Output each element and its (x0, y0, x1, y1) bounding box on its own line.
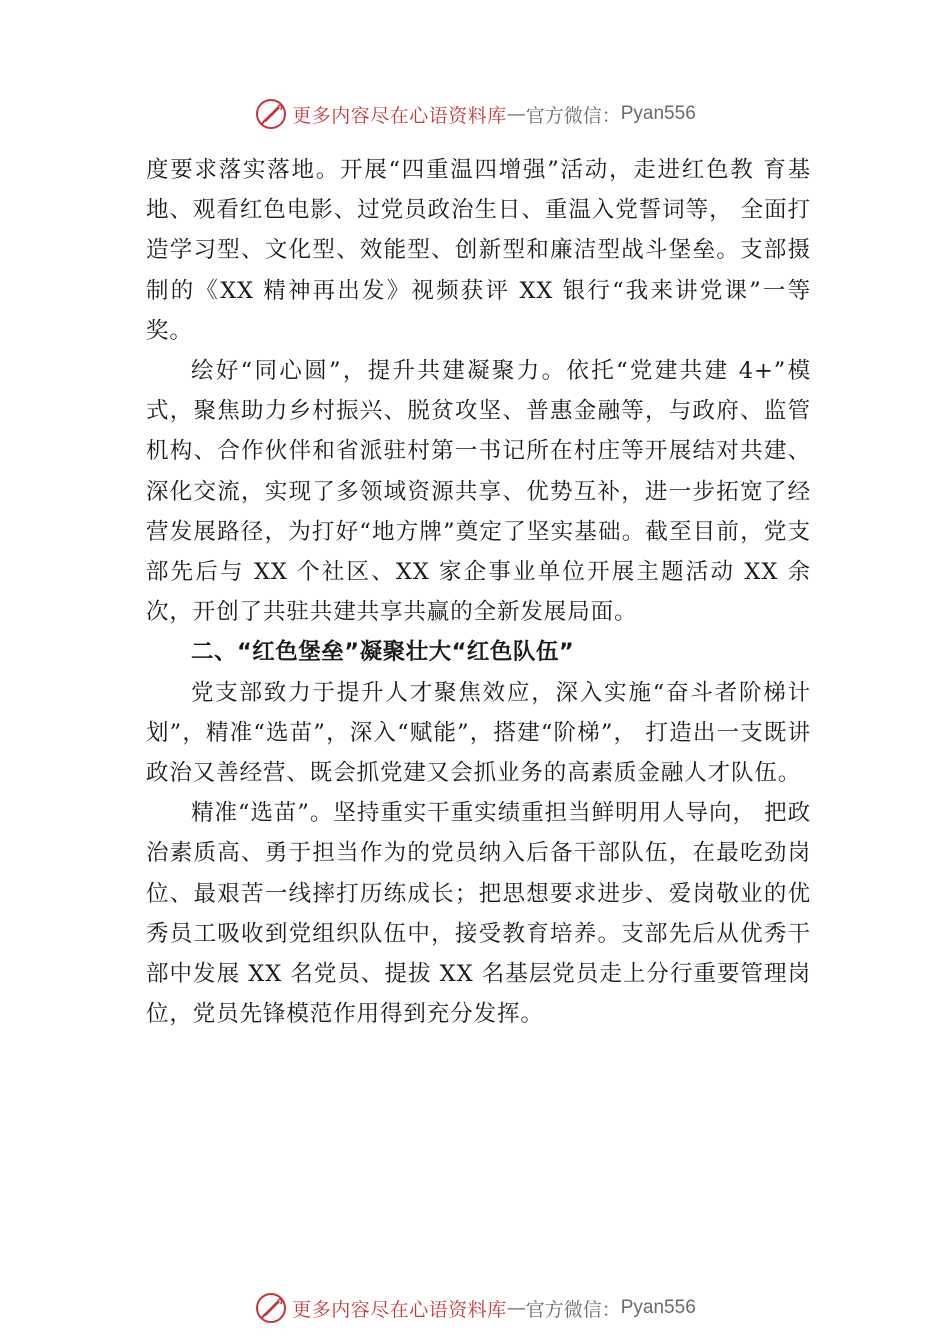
banner-site-name: 更多内容尽在心语资料库 (292, 104, 507, 127)
header-banner (0, 94, 950, 134)
banner-wechat-label: 官方微信： (525, 1298, 621, 1321)
footer-banner (0, 1288, 950, 1328)
quill-logo-icon (254, 97, 288, 131)
quill-logo-icon (254, 1291, 288, 1325)
banner-wechat-id: Pyan556 (620, 103, 696, 124)
paragraph-continuation: 度要求落实落地。开展“四重温四增强”活动，走进红色教 育基地、观看红色电影、过党员政治生日、重温入党誓词等， 全面打造学习型、文化型、效能型、创新型和廉洁型战斗堡垒。支部摄制的《XX 精神再出发》视频获评 XX 银行“我来讲党课”一等奖。 (146, 157, 811, 344)
banner-dash: — (506, 103, 526, 125)
paragraph-xuanmiao: 精准“选苗”。坚持重实干重实绩重担当鲜明用人导向， 把政治素质高、勇于担当作为的党员纳入后备干部队伍，在最吃劲岗位、最艰苦一线摔打历练成长；把思想要求进步、爱岗敬业的优秀员工吸收到党组织队伍中，接受教育培养。支部先后从优秀干部中发展 XX 名党员、提拔 XX 名基层党员走上分行重要管理岗位，党员先锋模范作用得到充分发挥。 (146, 800, 811, 1028)
document-body (146, 150, 811, 1034)
paragraph-talent: 党支部致力于提升人才聚焦效应，深入实施“奋斗者阶梯计划”，精准“选苗”，深入“赋能”，搭建“阶梯”， 打造出一支既讲政治又善经营、既会抓党建又会抓业务的高素质金融人才队伍。 (146, 679, 811, 787)
banner-site-name: 更多内容尽在心语资料库 (292, 1298, 507, 1321)
banner-wechat-label: 官方微信： (525, 104, 621, 127)
banner-dash: — (506, 1297, 526, 1319)
section-heading-2: 二、“红色堡垒”凝聚壮大“红色队伍” (191, 639, 575, 666)
paragraph-tongxinyuan: 绘好“同心圆”，提升共建凝聚力。依托“党建共建 4+”模式，聚焦助力乡村振兴、脱贫攻坚、普惠金融等，与政府、监管机构、合作伙伴和省派驻村第一书记所在村庄等开展结对共建、深化交流，实现了多领域资源共享、优势互补，进一步拓宽了经营发展路径，为打好“地方牌”奠定了坚实基础。截至目前，党支部先后与 XX 个社区、XX 家企事业单位开展主题活动 XX 余次，开创了共驻共建共享共赢的全新发展局面。 (146, 358, 811, 626)
banner-wechat-id: Pyan556 (620, 1297, 696, 1318)
